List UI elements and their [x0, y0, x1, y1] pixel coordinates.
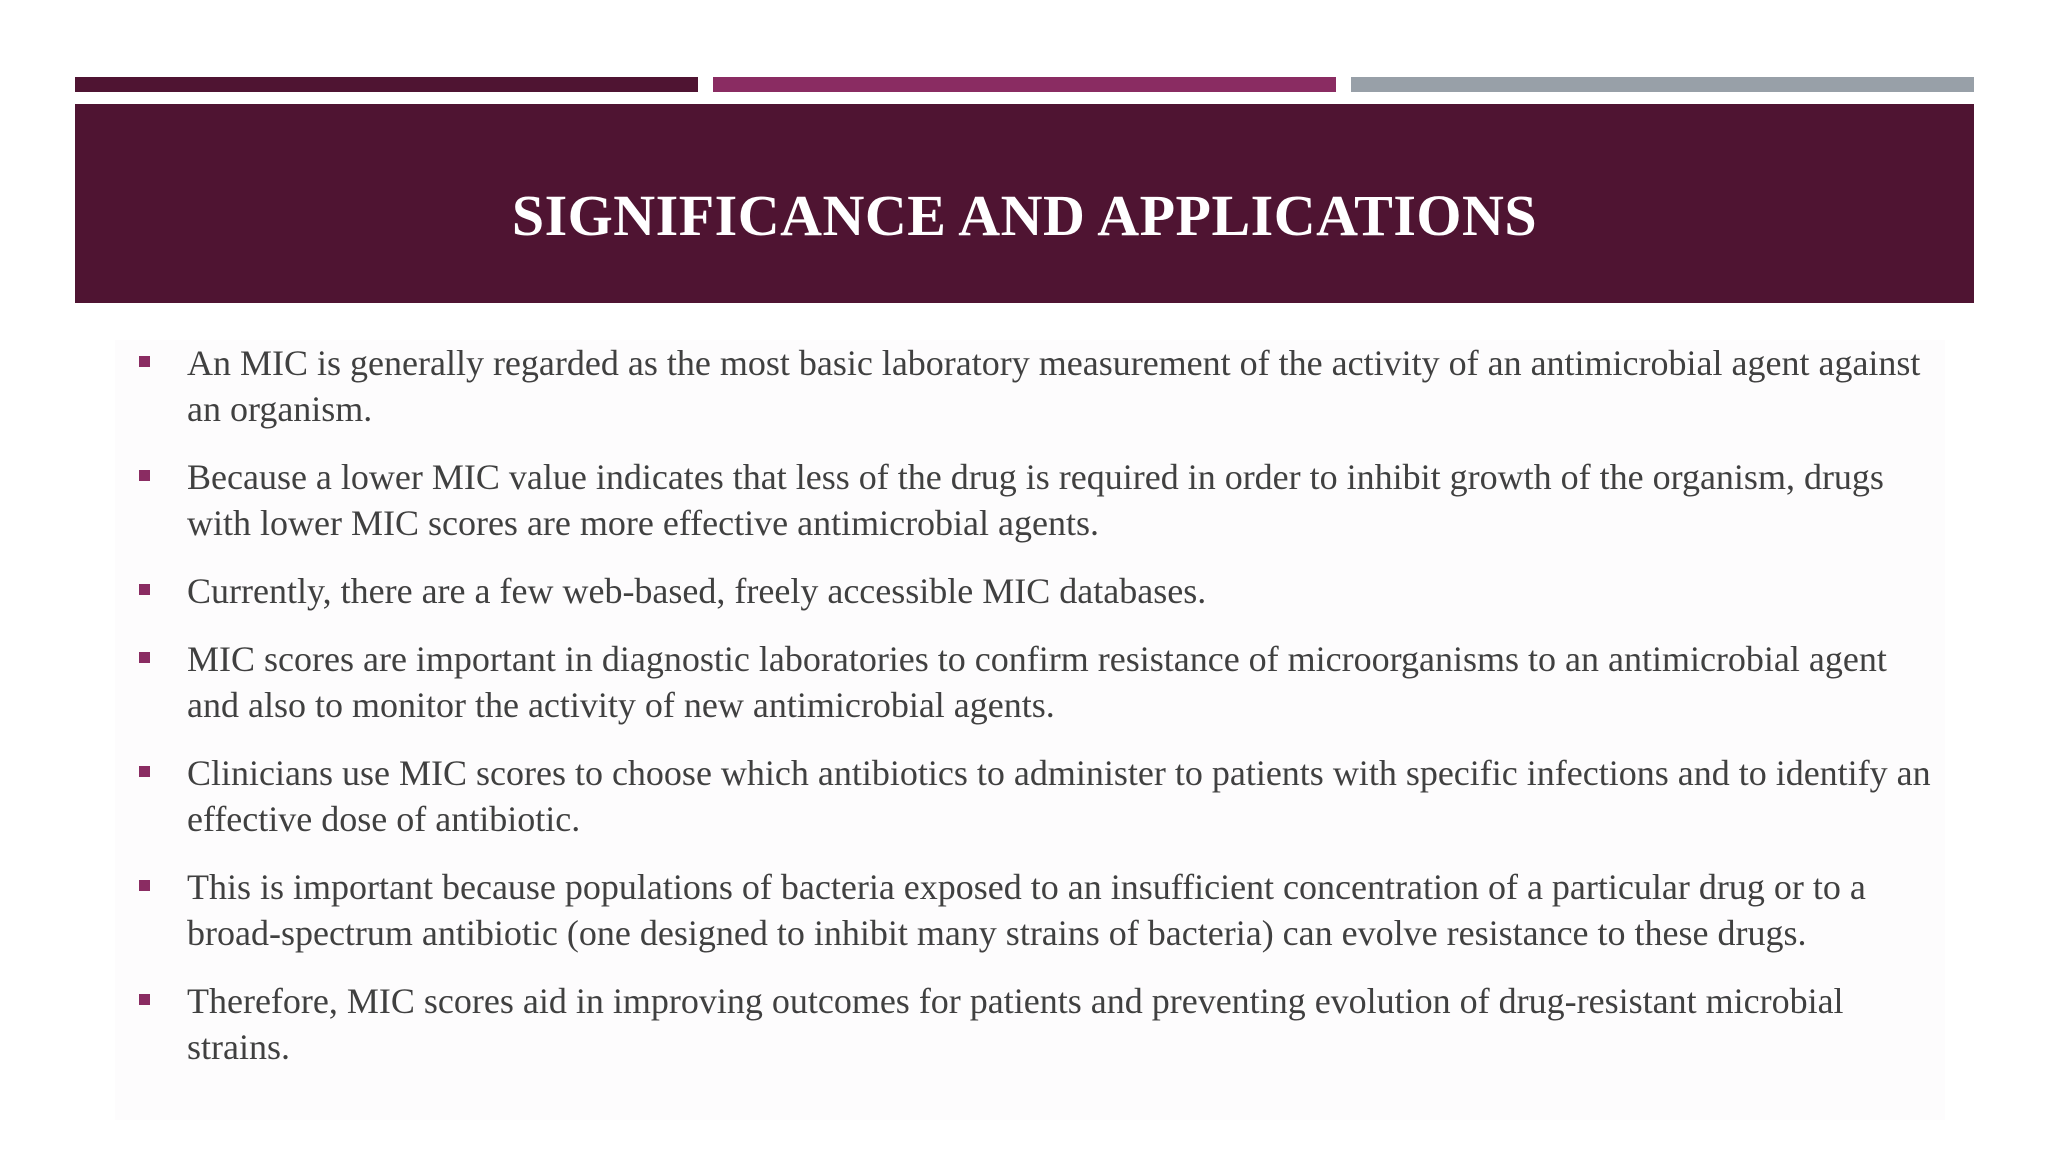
bullet-item — [127, 864, 1945, 956]
square-bullet-icon — [139, 652, 150, 663]
content-area — [115, 340, 1945, 1120]
bullet-item — [127, 750, 1945, 842]
bullet-item — [127, 340, 1945, 432]
bullet-item — [127, 636, 1945, 728]
square-bullet-icon — [139, 880, 150, 891]
bullet-item — [127, 568, 1945, 614]
bullet-text: Currently, there are a few web-based, freely accessible MIC databases. — [187, 571, 1207, 611]
square-bullet-icon — [139, 470, 150, 481]
slide-title: SIGNIFICANCE AND APPLICATIONS — [511, 183, 1538, 248]
accent-bar-gray — [1351, 77, 1974, 92]
bullet-text: Clinicians use MIC scores to choose which antibiotics to administer to patients with specific infections and to identify an effective dose of antibiotic. — [187, 753, 1931, 839]
title-band — [75, 104, 1974, 303]
square-bullet-icon — [139, 766, 150, 777]
bullet-text: Therefore, MIC scores aid in improving outcomes for patients and preventing evolution of drug-resistant microbial strains. — [187, 981, 1844, 1067]
bullet-text: An MIC is generally regarded as the most basic laboratory measurement of the activity of an antimicrobial agent against an organism. — [187, 343, 1921, 429]
accent-bar-dark — [75, 77, 698, 92]
square-bullet-icon — [139, 356, 150, 367]
bullet-text: Because a lower MIC value indicates that less of the drug is required in order to inhibit growth of the organism, drugs with lower MIC scores are more effective antimicrobial agents. — [187, 457, 1884, 543]
accent-bar-magenta — [713, 77, 1336, 92]
bullet-list — [115, 340, 1945, 1070]
bullet-text: MIC scores are important in diagnostic laboratories to confirm resistance of microorganisms to an antimicrobial agent and also to monitor the activity of new antimicrobial agents. — [187, 639, 1887, 725]
bullet-text: This is important because populations of bacteria exposed to an insufficient concentration of a particular drug or to a broad-spectrum antibiotic (one designed to inhibit many strains of bacteria) can evolve resistance to these drugs. — [187, 867, 1866, 953]
bullet-item — [127, 978, 1945, 1070]
square-bullet-icon — [139, 584, 150, 595]
square-bullet-icon — [139, 994, 150, 1005]
bullet-item — [127, 454, 1945, 546]
